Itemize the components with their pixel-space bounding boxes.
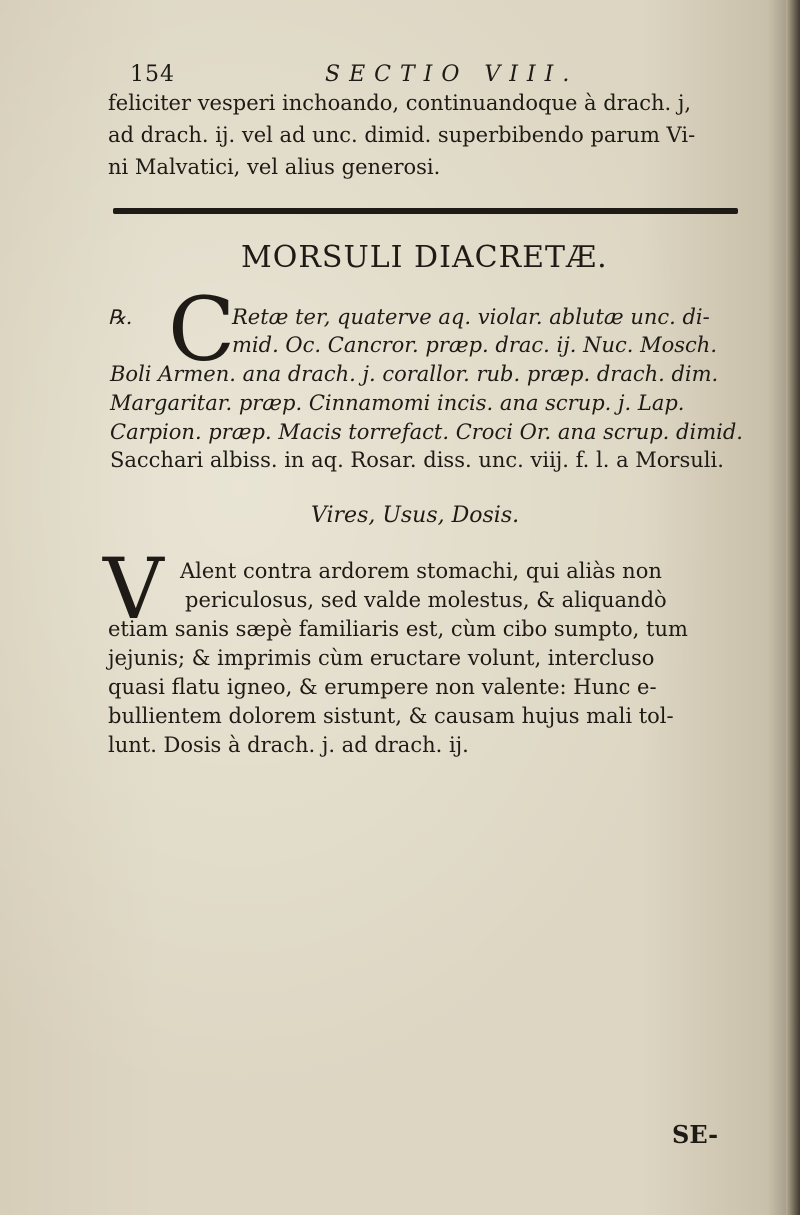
- text-line: periculosus, sed valde molestus, & aliquandò: [185, 588, 667, 612]
- page-number: 154: [130, 62, 175, 87]
- catchword: SE-: [672, 1120, 719, 1149]
- running-head: SECTIO VIII.: [325, 62, 579, 87]
- text-line: jejunis; & imprimis cùm eructare volunt, intercluso: [108, 646, 655, 670]
- text-line: etiam sanis sæpè familiaris est, cùm cibo sumpto, tum: [108, 617, 688, 641]
- drop-capital-c: C: [168, 278, 236, 381]
- recipe-symbol: ℞.: [108, 305, 133, 329]
- recipe-line: mid. Oc. Cancror. præp. drac. ij. Nuc. Mosch.: [232, 333, 717, 357]
- text-line: bullientem dolorem sistunt, & causam hujus mali tol-: [108, 704, 674, 728]
- section-subtitle: Vires, Usus, Dosis.: [311, 503, 520, 528]
- continuation-line: feliciter vesperi inchoando, continuandoque à drach. j,: [108, 91, 692, 115]
- text-line: lunt. Dosis à drach. j. ad drach. ij.: [108, 733, 469, 757]
- continuation-line: ni Malvatici, vel alius generosi.: [108, 155, 441, 179]
- page-header: [120, 62, 680, 92]
- continuation-line: ad drach. ij. vel ad unc. dimid. superbibendo parum Vi-: [108, 123, 696, 147]
- text-line: Alent contra ardorem stomachi, qui aliàs non: [180, 559, 662, 583]
- section-rule: [113, 208, 738, 214]
- recipe-line: Sacchari albiss. in aq. Rosar. diss. unc. viij. f. l. a Morsuli.: [110, 448, 724, 472]
- recipe-line: Retæ ter, quaterve aq. violar. ablutæ unc. di-: [232, 305, 710, 329]
- binding-edge: [786, 0, 800, 1215]
- text-line: quasi flatu igneo, & erumpere non valente: Hunc e-: [108, 675, 657, 699]
- recipe-line: Margaritar. præp. Cinnamomi incis. ana scrup. j. Lap.: [110, 391, 685, 415]
- recipe-title: MORSULI DIACRETÆ.: [241, 240, 608, 275]
- recipe-line: Boli Armen. ana drach. j. corallor. rub. præp. drach. dim.: [110, 362, 719, 386]
- recipe-line: Carpion. præp. Macis torrefact. Croci Or. ana scrup. dimid.: [110, 420, 743, 444]
- drop-capital-v: V: [103, 540, 164, 638]
